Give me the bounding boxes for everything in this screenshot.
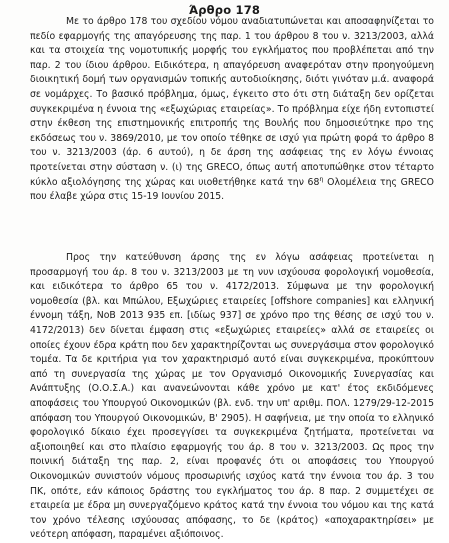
paragraph-2: Προς την κατεύθυνση άρσης της εν λόγω ασάφειας προτείνεται η προσαρμογή του άρ. 8 του ν. 3213/2003 με τη νυν ισχύουσα φορολογική νομοθεσία, και ειδικότερα το άρθρο 65 του ν. 4172/2013. Σύμφωνα με την φορολογική νομοθεσία (βλ. και Μπώλου, Εξωχώριες εταιρείες [offshore companies] και ελληνική έννομη τάξη, ΝοΒ 2013 935 επ. [ιδίως 937] σε χρόνο προ της θέσης σε ισχύ του ν. 4172/2013) δεν δίνεται έμφαση στις «εξωχώριες εταιρείες» αλλά σε εταιρείες οι οποίες έχουν έδρα κράτη που δεν χαρακτηρίζονται ως συνεργάσιμα στον φορολογικό τομέα. Τα δε κριτήρια για τον χαρακτηρισμό αυτό είναι συγκεκριμένα, προκύπτουν από τη συνεργασία της χώρας με τον Οργανισμό Οικονομικής Συνεργασίας και Ανάπτυξης (Ο.Ο.Σ.Α.) και ανανεώνονται κάθε χρόνο με κατ' έτος εκδιδόμενες αποφάσεις του Υπουργού Οικονομικών (βλ. ενδ. την υπ' αριθμ. ΠΟΛ. 1279/29-12-2015 απόφαση του Υπουργού Οικονομικών, Β' 2905). Η σαφήνεια, με την οποία το ελληνικό φορολογικό δίκαιο έχει προσεγγίσει τα συγκεκριμένα ζητήματα, προτείνεται να αξιοποιηθεί και στο πλαίσιο εφαρμογής του άρ. 8 του ν. 3213/2003. Ως προς την ποινική διάταξη της παρ. 2, είναι προφανές ότι οι αποφάσεις του Υπουργού Οικονομικών συνιστούν νόμους προσωρινής ισχύος κατά την έννοια του άρ. 3 του ΠΚ, οπότε, εάν κάποιος δράστης του εγκλήματος του άρ. 8 παρ. 2 συμμετέχει σε εταιρεία με έδρα μη συνεργαζόμενο κράτος κατά την έννοια του νόμου και της κατά τον χρόνο τέλεσης ισχύουσας απόφασης, το δε (κράτος) «αποχαρακτηρίσει» με νεότερη απόφαση, παραμένει αξιόποινος. (30, 252, 434, 541)
paragraph-1 (30, 15, 434, 205)
paragraph-1-text: Με το άρθρο 178 του σχεδίου νόμου αναδιατυπώνεται και αποσαφηνίζεται το πεδίο εφαρμογής της απαγόρευσης της παρ. 1 του άρθρου 8 του ν. 3213/2003, αλλά και τα στοιχεία της νομοτυπικής μορφής του εγκλήματος που προβλέπεται από την παρ. 2 του ίδιου άρθρου. Ειδικότερα, η απαγόρευση αναφερόταν στην προηγούμενη διοικητική δομή των οργανισμών τοπικής αυτοδιοίκησης, διότι γινόταν μ.ά. αναφορά σε νομάρχες. Το βασικό πρόβλημα, όμως, έγκειτο στο ότι στη διάταξη δεν ορίζεται συγκεκριμένα η έννοια της «εξωχώριας εταιρείας». Το πρόβλημα είχε ήδη εντοπιστεί στην έκθεση της επιστημονικής επιτροπής της Βουλής που δημοσιεύτηκε προ της εκδόσεως του ν. 3869/2010, με τον οποίο τέθηκε σε ισχύ για πρώτη φορά το άρθρο 8 του ν. 3213/2003 (άρ. 6 αυτού), η δε άρση της ασάφειας της εν λόγω έννοιας προτείνεται στην σύσταση ν. (ι) της GRECO, όπως αυτή αποτυπώθηκε στον τέταρτο κύκλο αξιολόγησης της χώρας και υιοθετήθηκε κατά την 68 (30, 16, 434, 188)
paragraph-1-text-end: Ολομέλεια της GRECO που έλαβε χώρα στις 15-19 Ιουνίου 2015. (30, 176, 434, 203)
paragraph-1-ordinal-suffix: η (319, 174, 324, 183)
article-heading: Άρθρο 178 (188, 3, 261, 17)
